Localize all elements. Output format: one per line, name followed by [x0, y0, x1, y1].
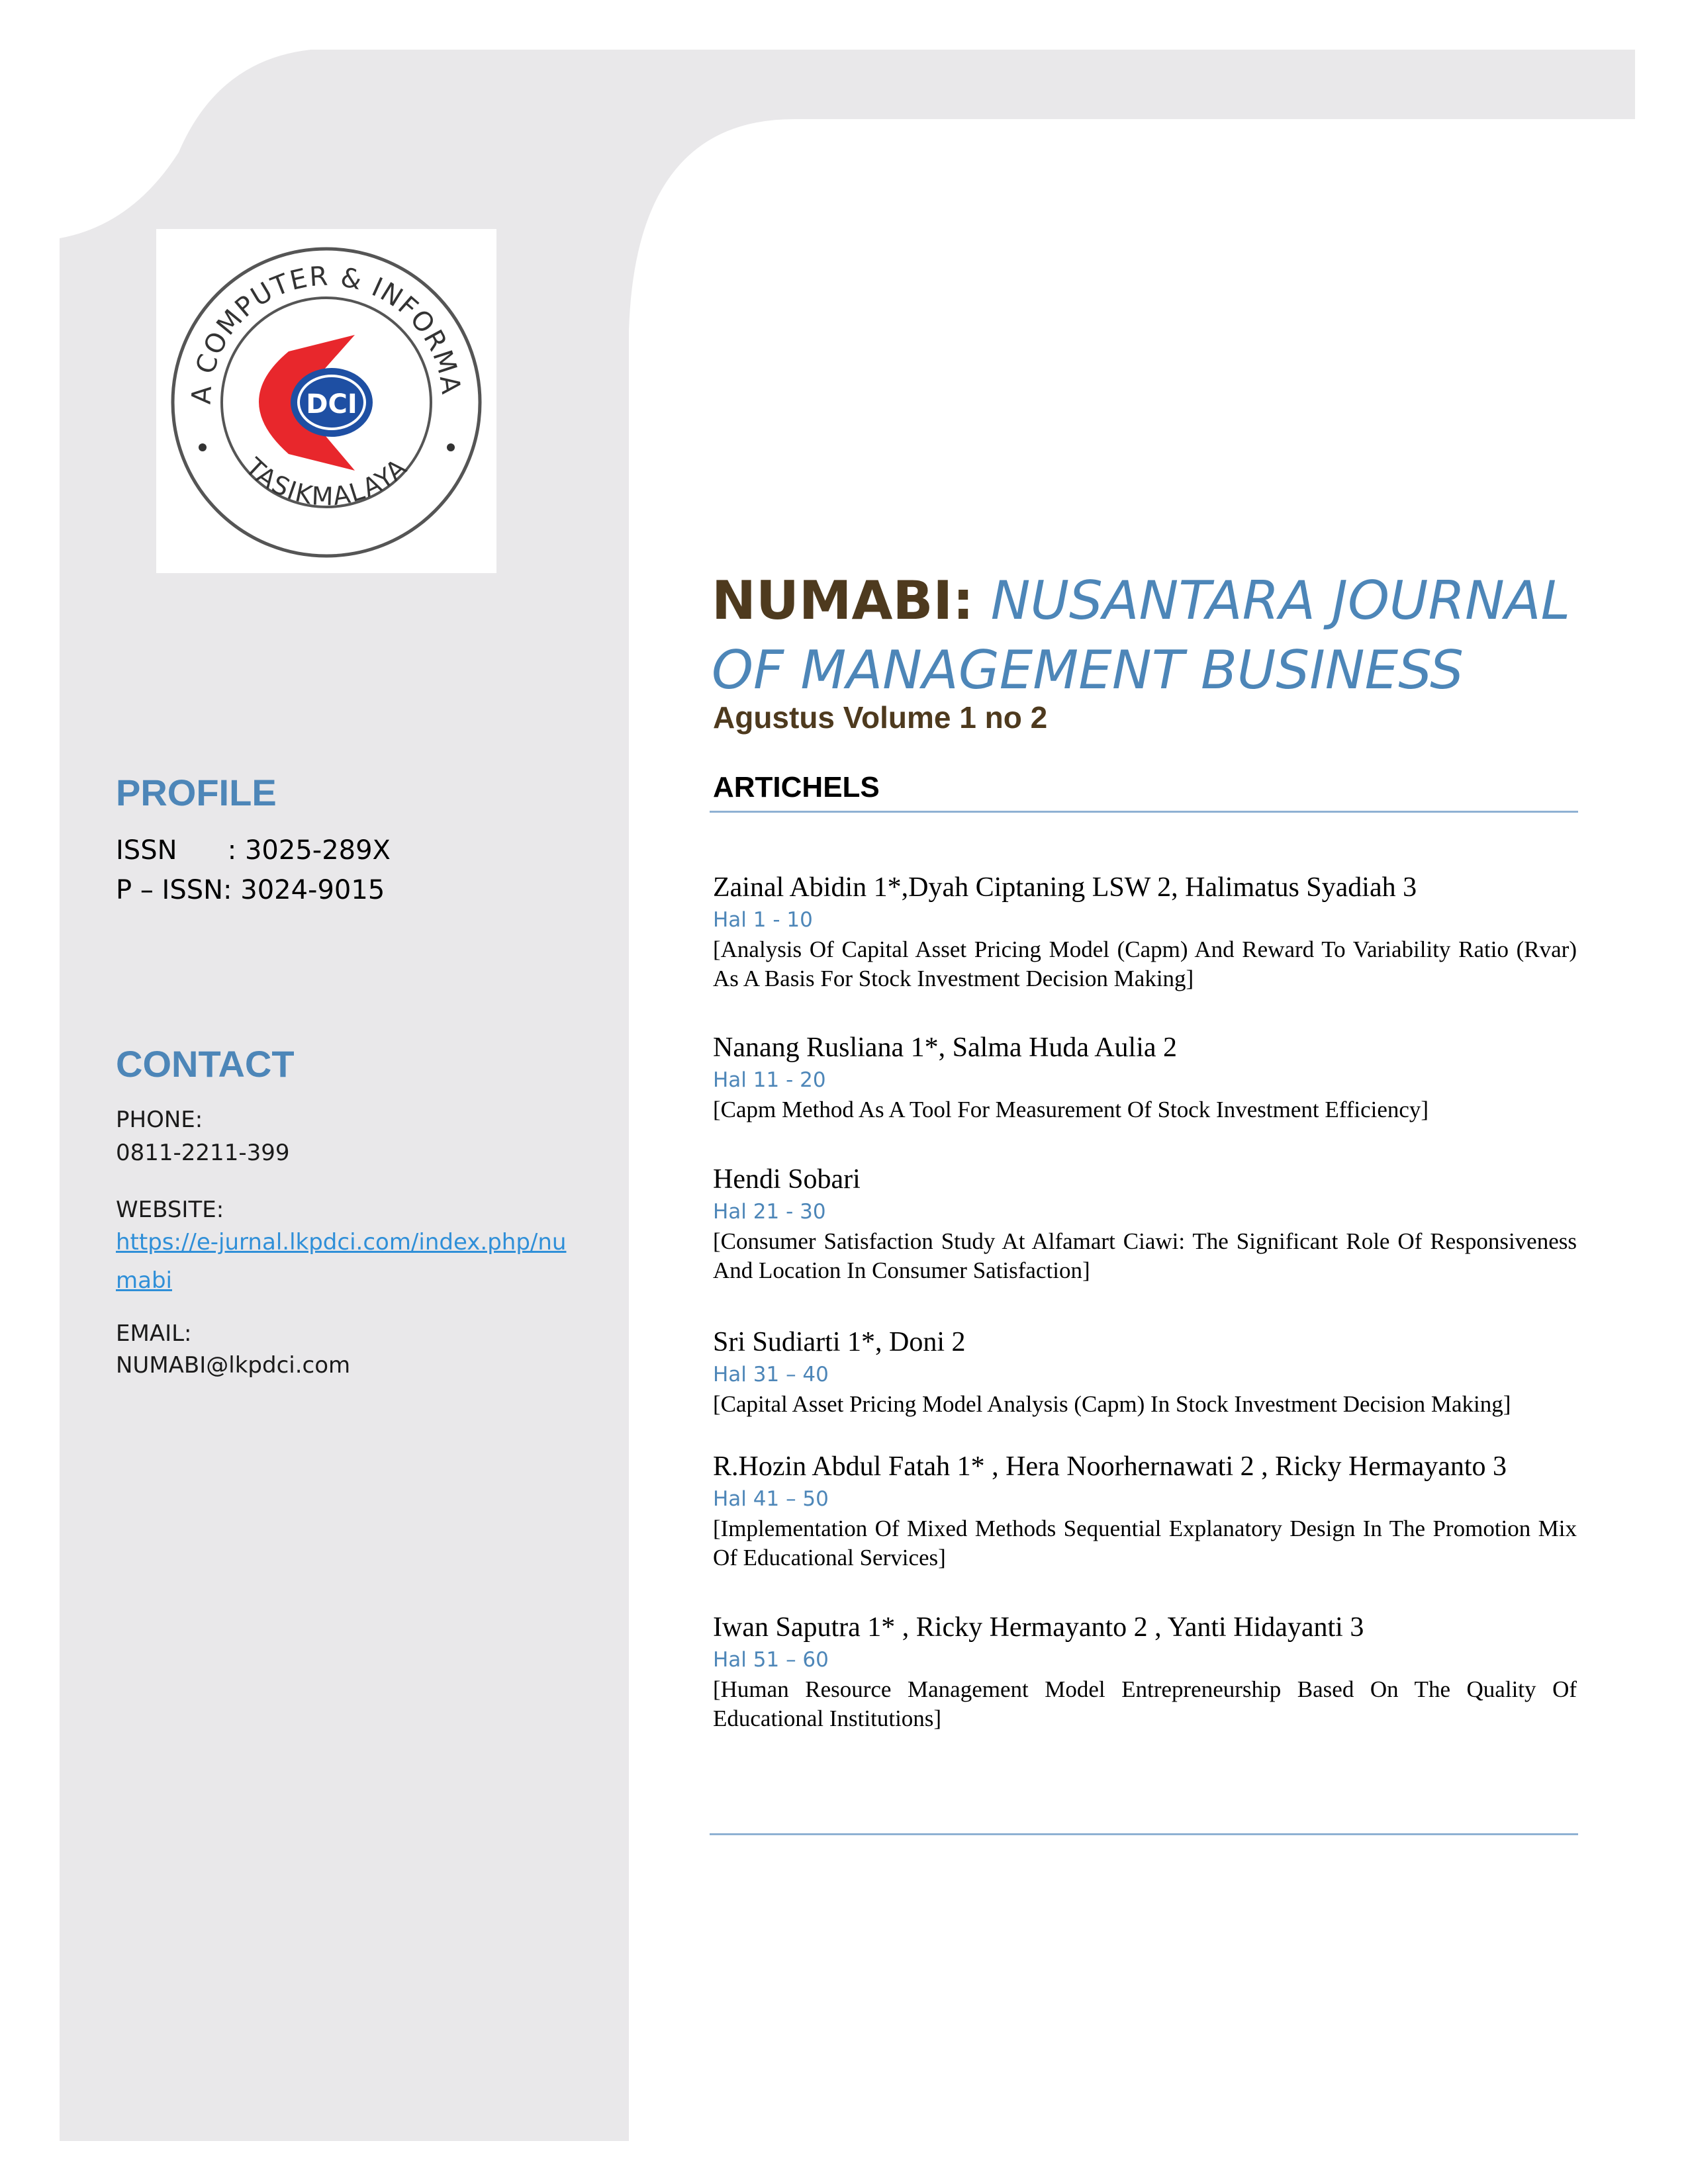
article-authors: Sri Sudiarti 1*, Doni 2 — [713, 1327, 966, 1357]
article-title: [Consumer Satisfaction Study At Alfamart Ciawi: The Significant Role Of Responsiveness And Location In Consumer Satisfaction] — [713, 1228, 1577, 1283]
article-pages: Hal 21 - 30 — [713, 1200, 826, 1224]
email-value: NUMABI@lkpdci.com — [116, 1352, 351, 1379]
article-pages: Hal 11 - 20 — [713, 1068, 826, 1092]
divider-bottom — [710, 1833, 1578, 1835]
article-title: [Analysis Of Capital Asset Pricing Model (Capm) And Reward To Variability Ratio (Rvar) As A Basis For Stock Investment Decision Making] — [713, 936, 1577, 991]
article-title: [Human Resource Management Model Entrepreneurship Based On The Quality Of Educational Institutions] — [713, 1676, 1577, 1731]
contact-heading: CONTACT — [116, 1043, 295, 1085]
journal-short-name: NUMABI: — [712, 570, 974, 631]
article-authors: Hendi Sobari — [713, 1164, 861, 1195]
phone-label: PHONE: — [116, 1107, 203, 1133]
article-authors: Nanang Rusliana 1*, Salma Huda Aulia 2 — [713, 1032, 1178, 1063]
logo-ring-text-top: A COMPUTER & INFORMA — [186, 261, 466, 405]
issue-info: Agustus Volume 1 no 2 — [713, 700, 1048, 735]
article-title: [Implementation Of Mixed Methods Sequential Explanatory Design In The Promotion Mix Of Educational Services] — [713, 1516, 1577, 1570]
article-authors: Zainal Abidin 1*,Dyah Ciptaning LSW 2, Halimatus Syadiah 3 — [713, 872, 1417, 903]
dci-logo — [156, 229, 496, 573]
article-title: [Capm Method As A Tool For Measurement Of Stock Investment Efficiency] — [713, 1097, 1429, 1122]
article-item — [713, 1030, 1577, 1124]
article-item — [713, 1325, 1577, 1419]
article-pages: Hal 31 – 40 — [713, 1363, 829, 1387]
logo-ring-text-bottom: TASIKMALAYA — [240, 452, 413, 512]
phone-value: 0811-2211-399 — [116, 1140, 290, 1166]
p-issn: P – ISSN: 3024-9015 — [116, 875, 385, 905]
article-authors: Iwan Saputra 1* , Ricky Hermayanto 2 , Yanti Hidayanti 3 — [713, 1612, 1364, 1643]
article-title: [Capital Asset Pricing Model Analysis (Capm) In Stock Investment Decision Making] — [713, 1391, 1511, 1417]
article-pages: Hal 1 - 10 — [713, 908, 813, 932]
article-item — [713, 870, 1577, 993]
profile-heading: PROFILE — [116, 772, 277, 813]
articles-heading: ARTICHELS — [713, 771, 880, 803]
article-item — [713, 1449, 1577, 1572]
journal-title — [712, 566, 1592, 705]
journal-full-name: NUSANTARA JOURNAL OF MANAGEMENT BUSINESS — [712, 570, 1571, 701]
website-label: WEBSITE: — [116, 1197, 224, 1223]
email-label: EMAIL: — [116, 1320, 192, 1347]
website-link[interactable]: https://e-jurnal.lkpdci.com/index.php/numabi — [116, 1229, 567, 1294]
article-authors: R.Hozin Abdul Fatah 1* , Hera Noorhernawati 2 , Ricky Hermayanto 3 — [713, 1451, 1507, 1482]
article-pages: Hal 41 – 50 — [713, 1487, 829, 1511]
issn: ISSN : 3025-289X — [116, 835, 391, 866]
logo-center-text: DCI — [306, 389, 357, 420]
article-item — [713, 1610, 1577, 1733]
article-pages: Hal 51 – 60 — [713, 1648, 829, 1672]
article-item — [713, 1162, 1577, 1285]
divider-top — [710, 811, 1578, 813]
